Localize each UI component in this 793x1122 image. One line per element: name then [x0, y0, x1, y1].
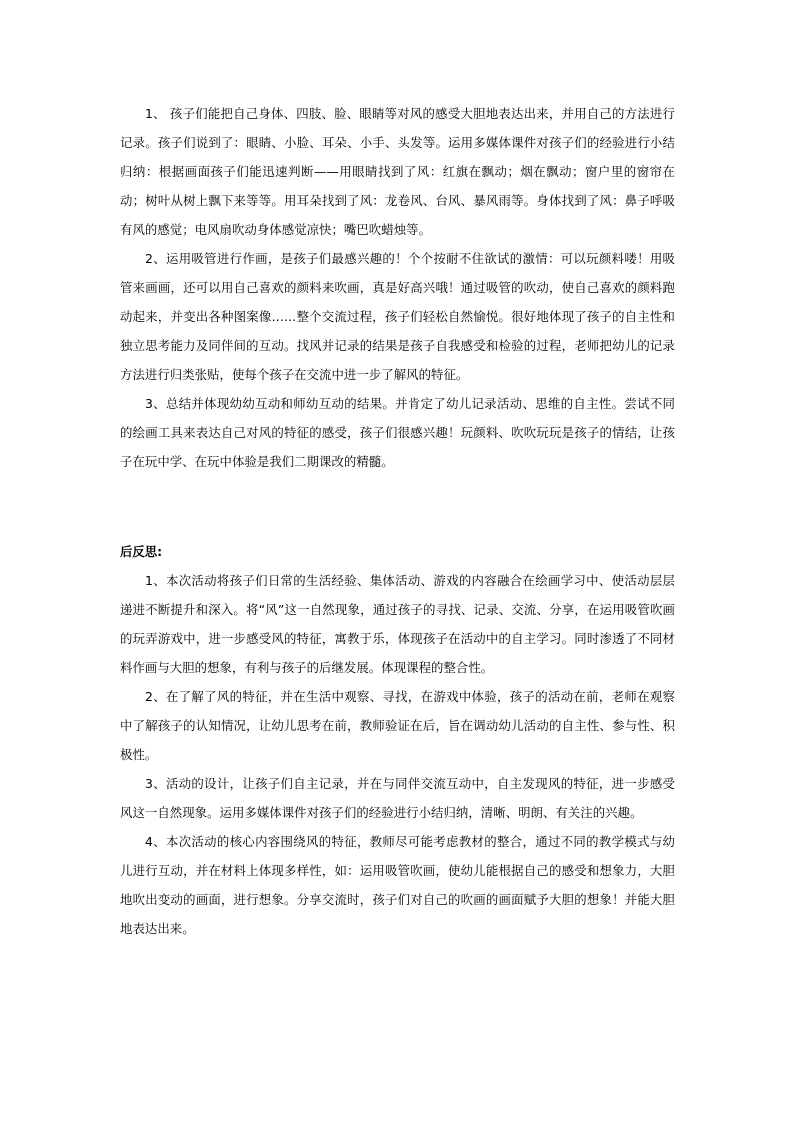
reflection-section: [120, 537, 675, 943]
reflection-paragraph-2: 2、在了解了风的特征，并在生活中观察、寻找，在游戏中体验，孩子的活动在前，老师在观察中了解孩子的认知情况，让幼儿思考在前，教师验证在后，旨在调动幼儿活动的自主性、参与性、积极性。: [120, 689, 675, 762]
reflection-paragraph-3: 3、活动的设计，让孩子们自主记录，并在与同伴交流互动中，自主发现风的特征，进一步感受风这一自然现象。运用多媒体课件对孩子们的经验进行小结归纳，清晰、明朗、有关注的兴趣。: [120, 776, 675, 820]
summary-section: [120, 99, 675, 476]
paragraph-2: 2、运用吸管进行作画，是孩子们最感兴趣的！个个按耐不住欲试的激情：可以玩颜料喽！用吸管来画画，还可以用自己喜欢的颜料来吹画，真是好高兴哦！通过吸管的吹动，使自己喜欢的颜料跑动起来，并变出各种图案像……整个交流过程，孩子们轻松自然愉悦。很好地体现了孩子的自主性和独立思考能力及同伴间的互动。找风并记录的结果是孩子自我感受和检验的过程，老师把幼儿的记录方法进行归类张贴，使每个孩子在交流中进一步了解风的特征。: [120, 251, 675, 382]
reflection-heading: 后反思:: [120, 544, 163, 559]
paragraph-3: 3、总结并体现幼幼互动和师幼互动的结果。并肯定了幼儿记录活动、思维的自主性。尝试不同的绘画工具来表达自己对风的特征的感受，孩子们很感兴趣！玩颜料、吹吹玩玩是孩子的情结，让孩子在玩中学、在玩中体验是我们二期课改的精髓。: [120, 396, 675, 469]
reflection-paragraph-4: 4、本次活动的核心内容围绕风的特征，教师尽可能考虑教材的整合，通过不同的教学模式与幼儿进行互动，并在材料上体现多样性，如：运用吸管吹画，使幼儿能根据自己的感受和想象力，大胆地吹出变动的画面，进行想象。分享交流时，孩子们对自己的吹画的画面赋予大胆的想象！并能大胆地表达出来。: [120, 834, 675, 936]
reflection-paragraph-1: 1、本次活动将孩子们日常的生活经验、集体活动、游戏的内容融合在绘画学习中、使活动层层递进不断提升和深入。将“风”这一自然现象，通过孩子的寻找、记录、交流、分享，在运用吸管吹画的玩弄游戏中，进一步感受风的特征，寓教于乐，体现孩子在活动中的自主学习。同时渗透了不同材料作画与大胆的想象，有利与孩子的后继发展。体现课程的整合性。: [120, 573, 675, 675]
paragraph-1: 1、 孩子们能把自己身体、四肢、脸、眼睛等对风的感受大胆地表达出来，并用自己的方法进行记录。孩子们说到了：眼睛、小脸、耳朵、小手、头发等。运用多媒体课件对孩子们的经验进行小结归纳：根据画面孩子们能迅速判断——用眼睛找到了风：红旗在飘动；烟在飘动；窗户里的窗帘在动；树叶从树上飘下来等等。用耳朵找到了风：龙卷风、台风、暴风雨等。身体找到了风：鼻子呼吸有风的感觉；电风扇吹动身体感觉凉快；嘴巴吹蜡烛等。: [120, 106, 675, 237]
